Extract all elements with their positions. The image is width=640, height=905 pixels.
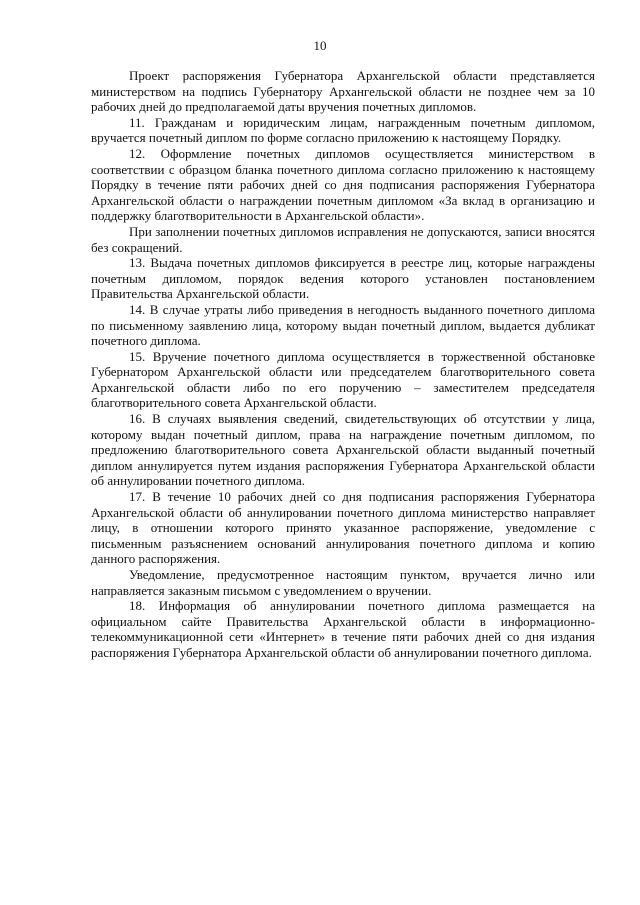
page-number: 10 [313,38,327,53]
paragraph-17: 17. В течение 10 рабочих дней со дня подписания распоряжения Губернатора Архангельской области об аннулировании почетного диплома министерство направляет лицу, в отношении которого принято указанное распоряжение, уведомление с письменным разъяснением оснований аннулирования почетного диплома и копию данного распоряжения. [91,489,595,567]
paragraph-12: 12. Оформление почетных дипломов осуществляется министерством в соответствии с образцом бланка почетного диплома согласно приложению к настоящему Порядку в течение пяти рабочих дней со дня подписания распоряжения Губернатора Архангельской области о награждении почетным дипломом «За вклад в организацию и поддержку благотворительности в Архангельской области». [91,145,595,224]
paragraph-12-note: При заполнении почетных дипломов исправления не допускаются, записи вносятся без сокращений. [91,223,595,255]
paragraph-14: 14. В случае утраты либо приведения в негодность выданного почетного диплома по письменному заявлению лица, которому выдан почетный диплом, выдается дубликат почетного диплома. [91,301,595,349]
paragraph-16: 16. В случаях выявления сведений, свидетельствующих об отсутствии у лица, которому выдан почетный диплом, права на награждение почетным дипломом, по предложению благотворительного совета Архангельской области выданный почетный диплом аннулируется путем издания распоряжения Губернатора Архангельской области об аннулировании почетного диплома. [91,411,595,489]
paragraph-18: 18. Информация об аннулировании почетного диплома размещается на официальном сайте Правительства Архангельской области в информационно-телекоммуникационной сети «Интернет» в течение пяти рабочих дней со дня издания распоряжения Губернатора Архангельской области об аннулировании почетного диплома. [91,598,595,660]
paragraph-13: 13. Выдача почетных дипломов фиксируется в реестре лиц, которые награждены почетным дипломом, порядок ведения которого установлен постановлением Правительства Архангельской области. [91,255,595,302]
paragraph-11: 11. Гражданам и юридическим лицам, награжденным почетным дипломом, вручается почетный диплом по форме согласно приложению к настоящему Порядку. [91,114,595,146]
paragraph-17-note: Уведомление, предусмотренное настоящим пунктом, вручается лично или направляется заказным письмом с уведомлением о вручении. [91,567,595,598]
document-body [91,68,595,661]
paragraph-15: 15. Вручение почетного диплома осуществляется в торжественной обстановке Губернатором Архангельской области или председателем благотворительного совета Архангельской области либо по его поручению – заместителем председателя благотворительного совета Архангельской области. [91,348,595,411]
paragraph-submission-deadline: Проект распоряжения Губернатора Архангельской области представляется министерством на подпись Губернатору Архангельской области не позднее чем за 10 рабочих дней до предполагаемой даты вручения почетных дипломов. [91,68,595,115]
